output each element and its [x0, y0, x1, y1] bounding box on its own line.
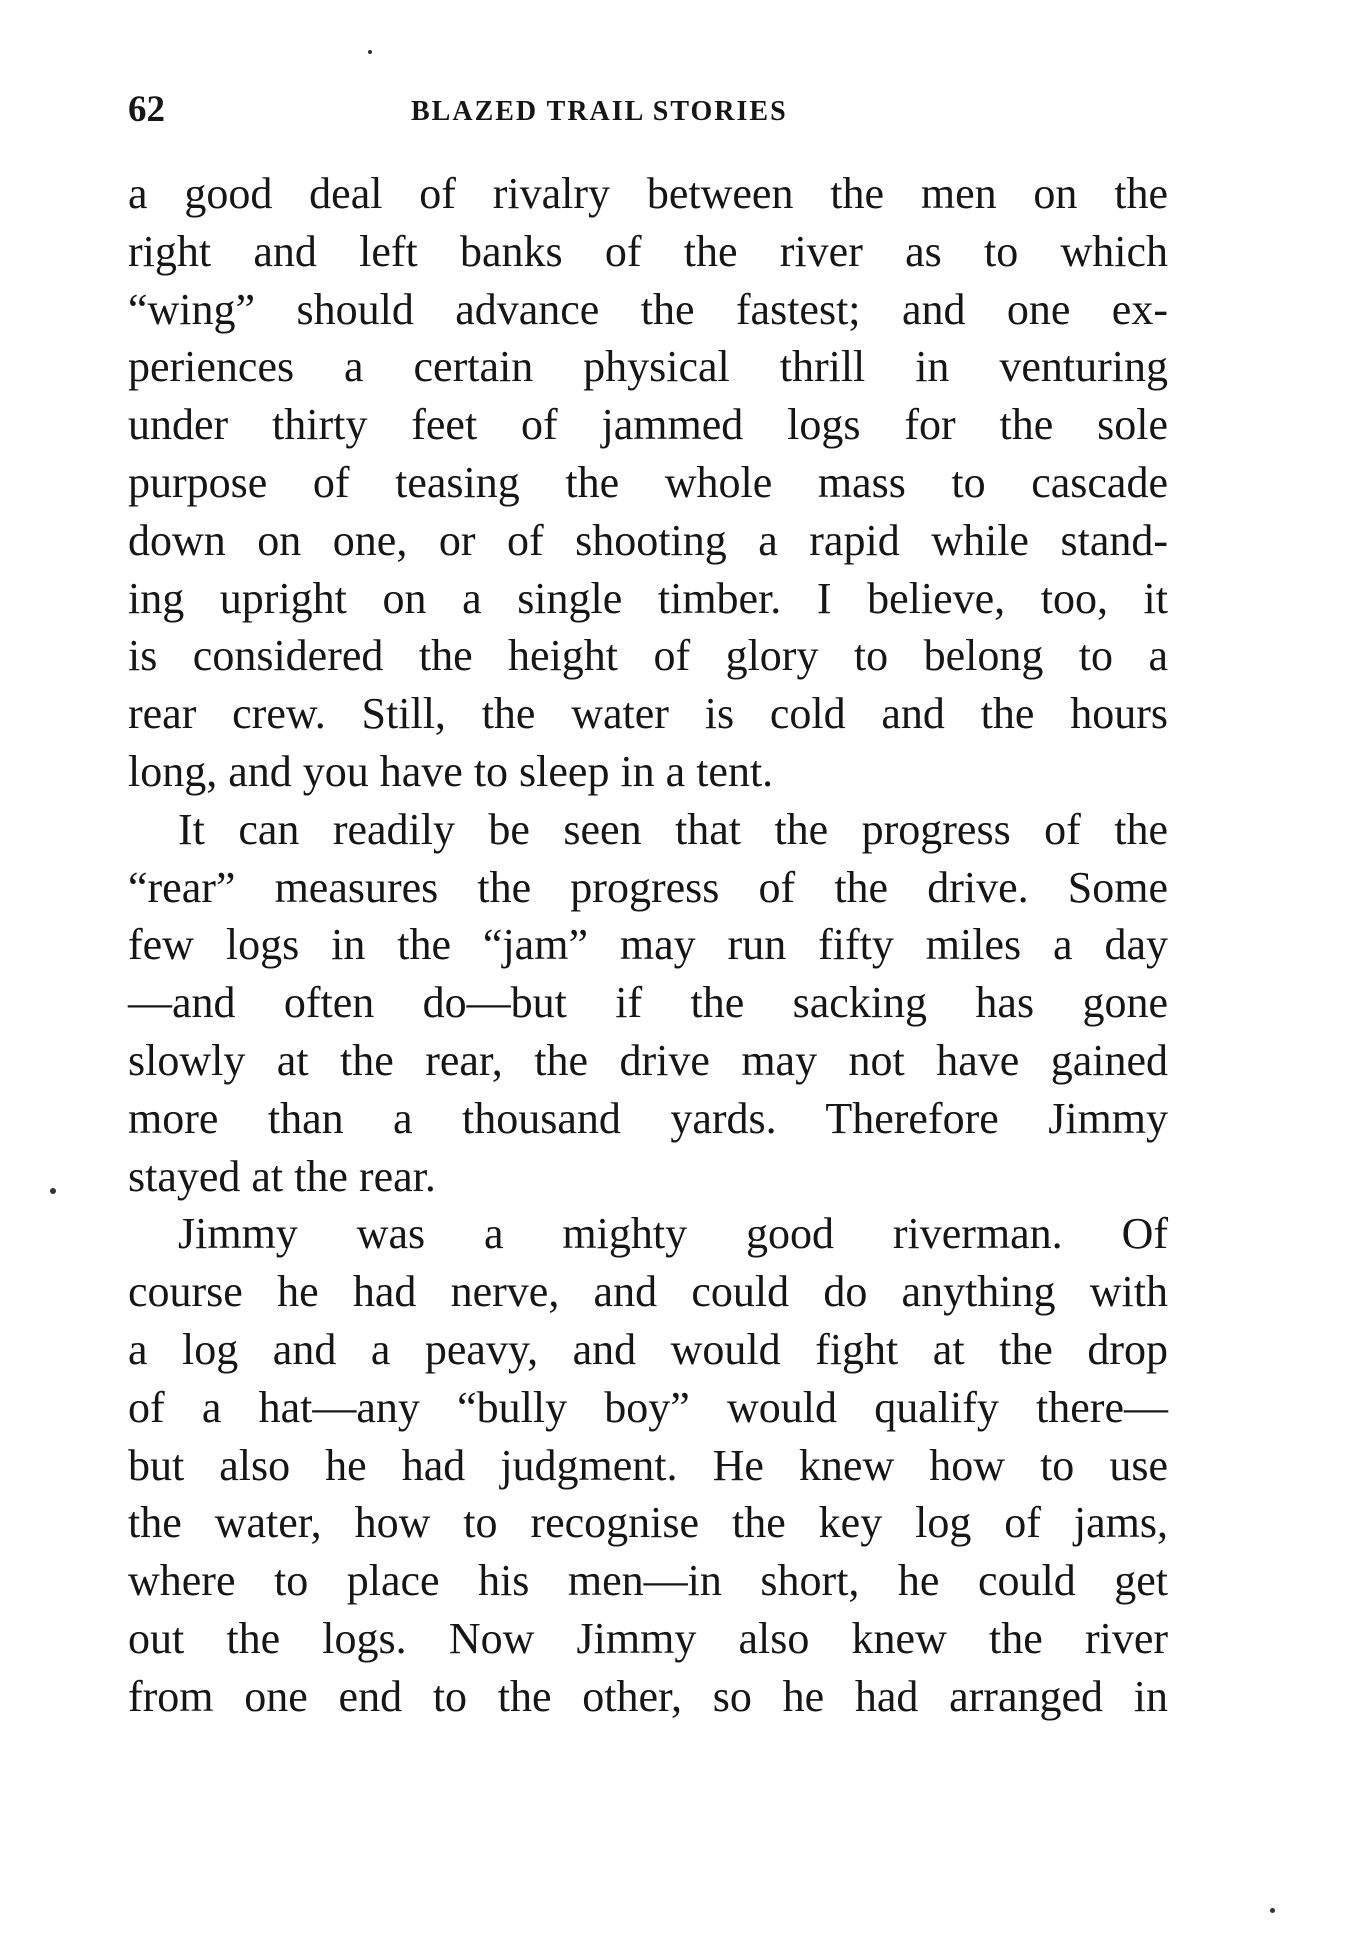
scan-speck [50, 1188, 56, 1194]
text-line: down on one, or of shooting a rapid while stand- [128, 515, 1168, 565]
text-line: —and often do—but if the sacking has gone [128, 978, 1168, 1028]
text-line: out the logs. Now Jimmy also knew the river [128, 1613, 1168, 1663]
paragraph-3 [128, 1205, 1168, 1725]
text-line: rear crew. Still, the water is cold and the hours [128, 689, 1168, 739]
text-line: of a hat—any “bully boy” would qualify there— [128, 1382, 1168, 1432]
text-line: but also he had judgment. He knew how to use [128, 1440, 1168, 1490]
text-line: few logs in the “jam” may run fifty miles a day [128, 920, 1168, 970]
text-line: “wing” should advance the fastest; and one ex- [128, 284, 1168, 334]
scan-speck [368, 50, 372, 54]
text-line: Jimmy was a mighty good riverman. Of [178, 1209, 1168, 1259]
text-line: more than a thousand yards. Therefore Jimmy [128, 1093, 1168, 1143]
text-line: “rear” measures the progress of the drive. Some [128, 862, 1168, 912]
text-line: right and left banks of the river as to which [128, 226, 1168, 276]
text-line: periences a certain physical thrill in venturing [128, 342, 1168, 392]
text-line: long, and you have to sleep in a tent. [128, 746, 774, 796]
text-line: is considered the height of glory to belong to a [128, 631, 1168, 681]
text-line: where to place his men—in short, he could get [128, 1556, 1168, 1606]
text-line: a log and a peavy, and would fight at the drop [128, 1324, 1168, 1374]
text-line: from one end to the other, so he had arranged in [128, 1671, 1168, 1721]
text-line: course he had nerve, and could do anything with [128, 1267, 1168, 1317]
text-line: the water, how to recognise the key log of jams, [128, 1498, 1168, 1548]
text-line: ing upright on a single timber. I believe, too, it [128, 573, 1168, 623]
body-text [128, 165, 1168, 1726]
text-line: stayed at the rear. [128, 1151, 436, 1201]
page-header [128, 88, 1168, 132]
text-line: a good deal of rivalry between the men on the [128, 169, 1168, 218]
running-title: BLAZED TRAIL STORIES [411, 96, 788, 127]
page-number: 62 [128, 89, 165, 130]
text-line: purpose of teasing the whole mass to cascade [128, 457, 1168, 507]
text-line: slowly at the rear, the drive may not have gained [128, 1035, 1168, 1085]
text-line: under thirty feet of jammed logs for the sole [128, 400, 1168, 450]
paragraph-1 [128, 165, 1168, 801]
paragraph-2 [128, 801, 1168, 1206]
text-line: It can readily be seen that the progress of the [178, 804, 1168, 854]
scan-speck [1270, 1908, 1275, 1913]
